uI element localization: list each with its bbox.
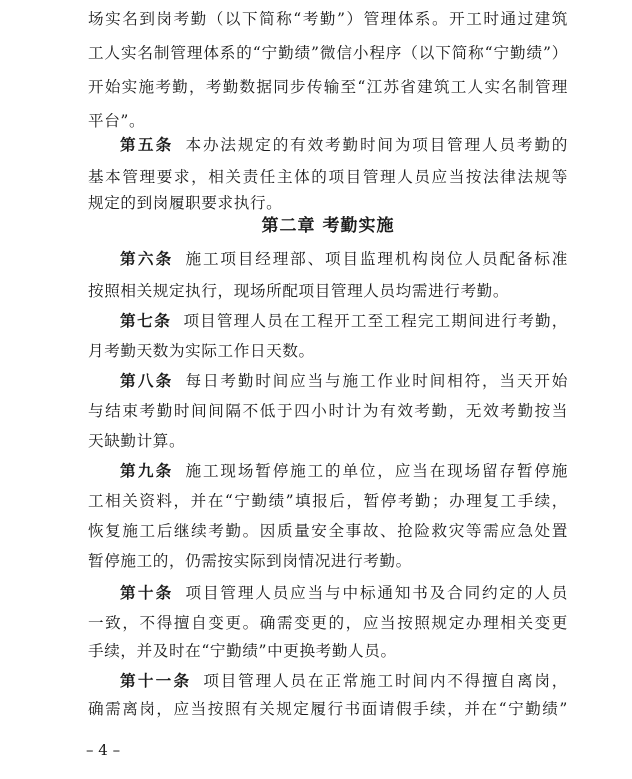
intro-line-1: 场实名到岗考勤（以下简称“考勤”）管理体系。开工时通过建筑 (88, 10, 568, 28)
article-10-first-line (120, 576, 568, 610)
article-10-text: 项目管理人员应当与中标通知书及合同约定的人员 (185, 584, 568, 602)
article-8-text: 每日考勤时间应当与施工作业时间相符，当天开始 (185, 372, 568, 390)
article-6-text: 施工项目经理部、项目监理机构岗位人员配备标准 (185, 250, 568, 268)
page-number: – 4 – (86, 741, 121, 759)
article-9-text: 施工现场暂停施工的单位，应当在现场留存暂停施 (185, 462, 568, 480)
article-5-line-2: 基本管理要求，相关责任主体的项目管理人员应当按法律法规等 (88, 168, 568, 186)
article-9-first-line (120, 454, 568, 488)
article-5-text: 本办法规定的有效考勤时间为项目管理人员考勤的 (185, 136, 568, 154)
article-7-text: 项目管理人员在工程开工至工程完工期间进行考勤， (183, 312, 568, 330)
article-9-line-2: 工相关资料，并在“宁勤绩”填报后，暂停考勤；办理复工手续， (88, 492, 568, 510)
article-8-first-line (120, 364, 568, 398)
intro-line-4: 平台”。 (88, 112, 146, 130)
article-9-line-3: 恢复施工后继续考勤。因质量安全事故、抢险救灾等需应急处置 (88, 522, 568, 540)
article-5-label: 第五条 (120, 136, 174, 154)
article-10-line-3: 手续，并及时在“宁勤绩”中更换考勤人员。 (88, 642, 397, 660)
article-10-line-2: 一致，不得擅自变更。确需变更的，应当按照规定办理相关变更 (88, 614, 568, 632)
article-6-label: 第六条 (120, 250, 174, 268)
article-10-label: 第十条 (120, 584, 174, 602)
article-8-label: 第八条 (120, 372, 174, 390)
article-11-line-2: 确需离岗，应当按照有关规定履行书面请假手续，并在“宁勤绩” (88, 700, 568, 718)
intro-line-2: 工人实名制管理体系的“宁勤绩”微信小程序（以下简称“宁勤绩”） (88, 44, 568, 62)
intro-line-3: 开始实施考勤，考勤数据同步传输至“江苏省建筑工人实名制管理 (88, 78, 568, 96)
article-8-line-2: 与结束考勤时间间隔不低于四小时计为有效考勤，无效考勤按当 (88, 402, 568, 420)
article-9-line-4: 暂停施工的，仍需按实际到岗情况进行考勤。 (88, 552, 412, 570)
article-11-label: 第十一条 (120, 672, 192, 690)
article-6-first-line (120, 242, 568, 276)
article-5-line-3: 规定的到岗履职要求执行。 (88, 194, 283, 212)
chapter-2-heading: 第二章 考勤实施 (261, 216, 395, 236)
article-7-first-line (120, 304, 568, 338)
article-7-label: 第七条 (120, 312, 172, 330)
article-8-line-3: 天缺勤计算。 (88, 432, 186, 450)
article-6-line-2: 按照相关规定执行，现场所配项目管理人员均需进行考勤。 (88, 282, 510, 300)
article-11-text: 项目管理人员在正常施工时间内不得擅自离岗， (203, 672, 568, 690)
article-9-label: 第九条 (120, 462, 174, 480)
article-5-first-line (120, 128, 568, 162)
article-7-line-2: 月考勤天数为实际工作日天数。 (88, 342, 315, 360)
